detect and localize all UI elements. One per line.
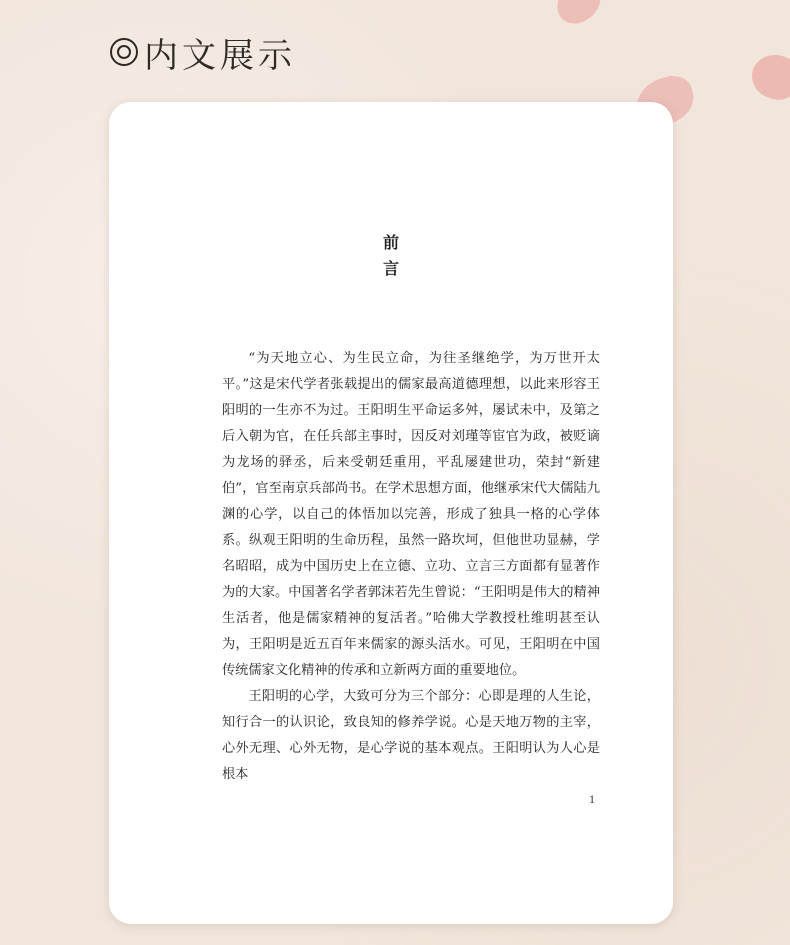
page-number: 1 <box>589 792 595 806</box>
double-circle-icon <box>110 38 138 66</box>
petal-decoration <box>551 0 608 29</box>
page-title-char: 言 <box>382 259 399 278</box>
page-title <box>109 230 673 282</box>
section-title: 内文展示 <box>144 35 296 76</box>
body-text <box>222 346 600 788</box>
paragraph: 王阳明的心学，大致可分为三个部分：心即是理的人生论，知行合一的认识论，致良知的修养学说。心是天地万物的主宰，心外无理、心外无物，是心学说的基本观点。王阳明认为人心是根本 <box>222 689 600 782</box>
paragraph: “为天地立心、为生民立命，为往圣继绝学，为万世开太平。”这是宋代学者张载提出的儒家最高道德理想，以此来形容王阳明的一生亦不为过。王阳明生平命运多舛，屡试未中，及第之后入朝为官，在任兵部主事时，因反对刘瑾等宦官为政，被贬谪为龙场的驿丞，后来受朝廷重用，平乱屡建世功，荣封“新建伯”，官至南京兵部尚书。在学术思想方面，他继承宋代大儒陆九渊的心学，以自己的体悟加以完善，形成了独具一格的心学体系。纵观王阳明的生命历程，虽然一路坎坷，但他世功显赫，学名昭昭，成为中国历史上在立德、立功、立言三方面都有显著作为的大家。中国著名学者郭沫若先生曾说：“王阳明是伟大的精神生活者，他是儒家精神的复活者。”哈佛大学教授杜维明甚至认为，王阳明是近五百年来儒家的源头活水。可见，王阳明在中国传统儒家文化精神的传承和立新两方面的重要地位。 <box>222 351 600 678</box>
book-page <box>109 102 673 924</box>
page-title-char: 前 <box>382 233 399 252</box>
section-header <box>110 30 296 74</box>
petal-decoration <box>745 47 790 107</box>
